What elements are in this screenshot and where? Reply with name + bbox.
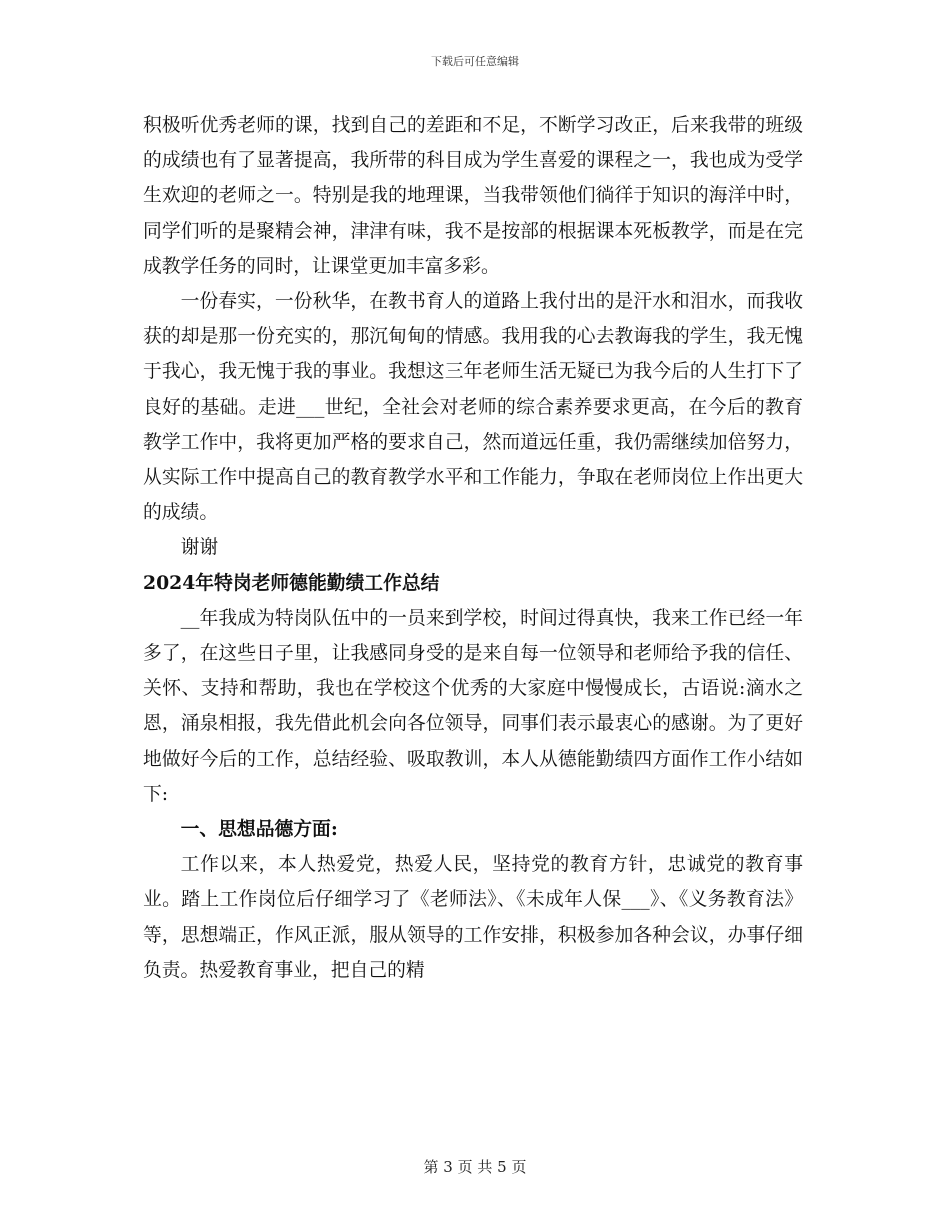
page-footer: 第 3 页 共 5 页 [423, 1158, 527, 1176]
paragraph-2: 一份春实，一份秋华，在教书育人的道路上我付出的是汗水和泪水，而我收获的却是那一份充实的，那沉甸甸的情感。我用我的心去教诲我的学生，我无愧于我心，我无愧于我的事业。我想这三年老师生活无疑已为我今后的人生打下了良好的基础。走进___世纪，全社会对老师的综合素养要求更高，在今后的教育教学工作中，我将更加严格的要求自己，然而道远任重，我仍需继续加倍努力，从实际工作中提高自己的教育教学水平和工作能力，争取在老师岗位上作出更大的成绩。 [143, 291, 803, 524]
document-body [143, 108, 803, 988]
heading-thought-morality: 一、思想品德方面: [180, 818, 338, 841]
thanks-line: 谢谢 [180, 537, 219, 559]
paragraph-3: __年我成为特岗队伍中的一员来到学校，时间过得真快，我来工作已经一年多了，在这些日子里，让我感同身受的是来自每一位领导和老师给予我的信任、关怀、支持和帮助，我也在学校这个优秀的大家庭中慢慢成长，古语说:滴水之恩，涌泉相报，我先借此机会向各位领导，同事们表示最衷心的感谢。为了更好地做好今后的工作，总结经验、吸取教训，本人从德能勤绩四方面作工作小结如下: [143, 607, 803, 805]
section-title: 2024年特岗老师德能勤绩工作总结 [143, 571, 440, 594]
header-note: 下载后可任意编辑 [431, 55, 519, 68]
paragraph-1: 积极听优秀老师的课，找到自己的差距和不足，不断学习改正，后来我带的班级的成绩也有了显著提高，我所带的科目成为学生喜爱的课程之一，我也成为受学生欢迎的老师之一。特别是我的地理课，当我带领他们徜徉于知识的海洋中时，同学们听的是聚精会神，津津有味，我不是按部的根据课本死板教学，而是在完成教学任务的同时，让课堂更加丰富多彩。 [143, 115, 803, 277]
paragraph-4: 工作以来，本人热爱党，热爱人民，坚持党的教育方针，忠诚党的教育事业。踏上工作岗位后仔细学习了《老师法》、《未成年人保___》、《义务教育法》等，思想端正，作风正派，服从领导的工作安排，积极参加各种会议，办事仔细负责。热爱教育事业，把自己的精 [143, 854, 803, 981]
